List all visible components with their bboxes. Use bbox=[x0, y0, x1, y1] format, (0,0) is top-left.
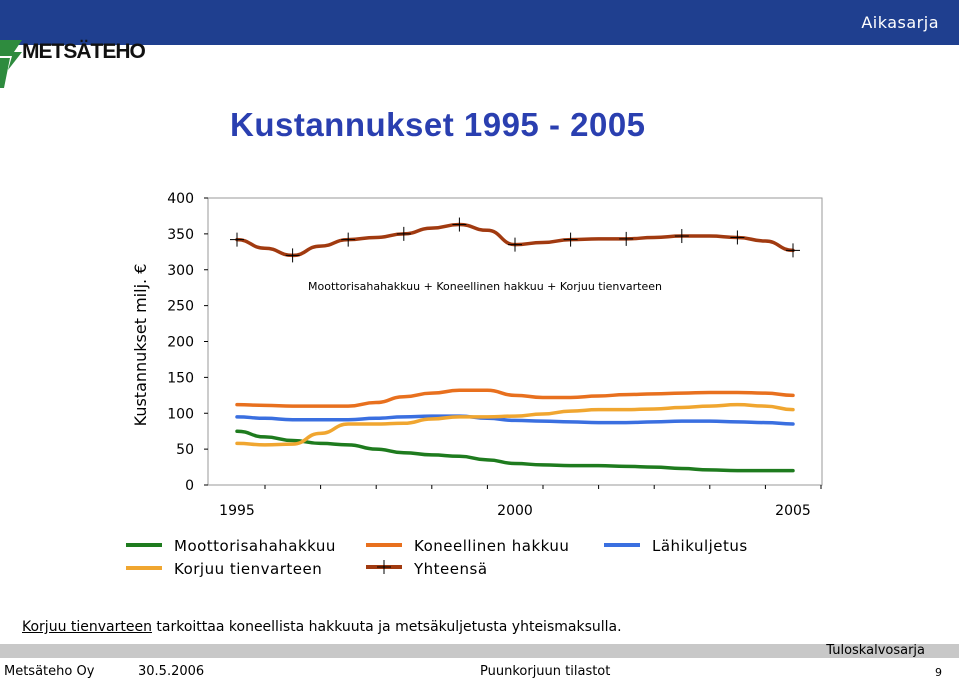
footnote-term: Korjuu tienvarteen bbox=[22, 619, 152, 635]
data-point-marker bbox=[397, 227, 411, 241]
legend-label: Moottorisahahakkuu bbox=[174, 537, 336, 555]
y-tick-label: 250 bbox=[167, 298, 194, 315]
legend-swatch-moottorisahahakkuu bbox=[126, 542, 162, 548]
footer-section: Tuloskalvosarja bbox=[826, 643, 925, 658]
y-tick-label: 400 bbox=[167, 191, 194, 207]
data-point-marker bbox=[230, 233, 244, 247]
legend-label: Korjuu tienvarteen bbox=[174, 560, 323, 578]
y-tick-label: 100 bbox=[167, 406, 194, 423]
logo-text: METSÄTEHO bbox=[22, 40, 145, 63]
y-tick-label: 300 bbox=[167, 262, 194, 279]
data-point-marker bbox=[730, 230, 744, 244]
series-markers bbox=[230, 218, 800, 263]
legend-swatch-koneellinen bbox=[366, 542, 402, 548]
series-line-koneellinen-hakkuu bbox=[237, 390, 793, 406]
x-tick-label: 2000 bbox=[497, 503, 533, 519]
x-tick-label: 1995 bbox=[219, 503, 255, 519]
x-tick-label: 2005 bbox=[775, 503, 811, 519]
page-title: Kustannukset 1995 - 2005 bbox=[230, 106, 646, 143]
y-tick-label: 50 bbox=[176, 442, 194, 459]
footnote-text: tarkoittaa koneellista hakkuuta ja metsäkuljetusta yhteismaksulla. bbox=[151, 619, 622, 635]
y-tick-label: 0 bbox=[185, 478, 194, 494]
legend-label: Lähikuljetus bbox=[652, 537, 748, 555]
data-point-marker bbox=[341, 233, 355, 247]
y-axis-label: Kustannukset milj. € bbox=[131, 263, 150, 427]
data-point-marker bbox=[508, 238, 522, 252]
footer-subject: Puunkorjuun tilastot bbox=[480, 664, 611, 679]
footer-page-number: 9 bbox=[935, 666, 942, 679]
legend-swatch-korjuu bbox=[126, 565, 162, 571]
legend-swatch-lahikuljetus bbox=[604, 542, 640, 548]
footer-org: Metsäteho Oy bbox=[4, 664, 95, 679]
data-point-marker bbox=[786, 243, 800, 257]
legend-label: Yhteensä bbox=[414, 560, 488, 578]
footnote bbox=[22, 619, 622, 635]
x-axis bbox=[219, 485, 821, 519]
y-axis bbox=[167, 191, 208, 494]
series-lines bbox=[237, 225, 793, 471]
series-line-korjuu-tienvarteen bbox=[237, 405, 793, 445]
chart-annotation: Moottorisahahakkuu + Koneellinen hakkuu + Korjuu tienvarteen bbox=[308, 280, 662, 293]
data-point-marker bbox=[286, 248, 300, 262]
legend-swatch-yhteensa bbox=[366, 559, 402, 575]
legend-label: Koneellinen hakkuu bbox=[414, 537, 570, 555]
data-point-marker bbox=[619, 232, 633, 246]
section-label: Aikasarja bbox=[861, 13, 939, 32]
footer-bar bbox=[0, 644, 959, 658]
y-tick-label: 150 bbox=[167, 370, 194, 387]
footer-date: 30.5.2006 bbox=[138, 664, 205, 679]
data-point-marker bbox=[675, 229, 689, 243]
y-tick-label: 350 bbox=[167, 226, 194, 243]
data-point-marker bbox=[452, 218, 466, 232]
data-point-marker bbox=[564, 233, 578, 247]
series-line-moottorisahahakkuu bbox=[237, 431, 793, 470]
y-tick-label: 200 bbox=[167, 334, 194, 351]
chart-legend bbox=[0, 537, 959, 587]
